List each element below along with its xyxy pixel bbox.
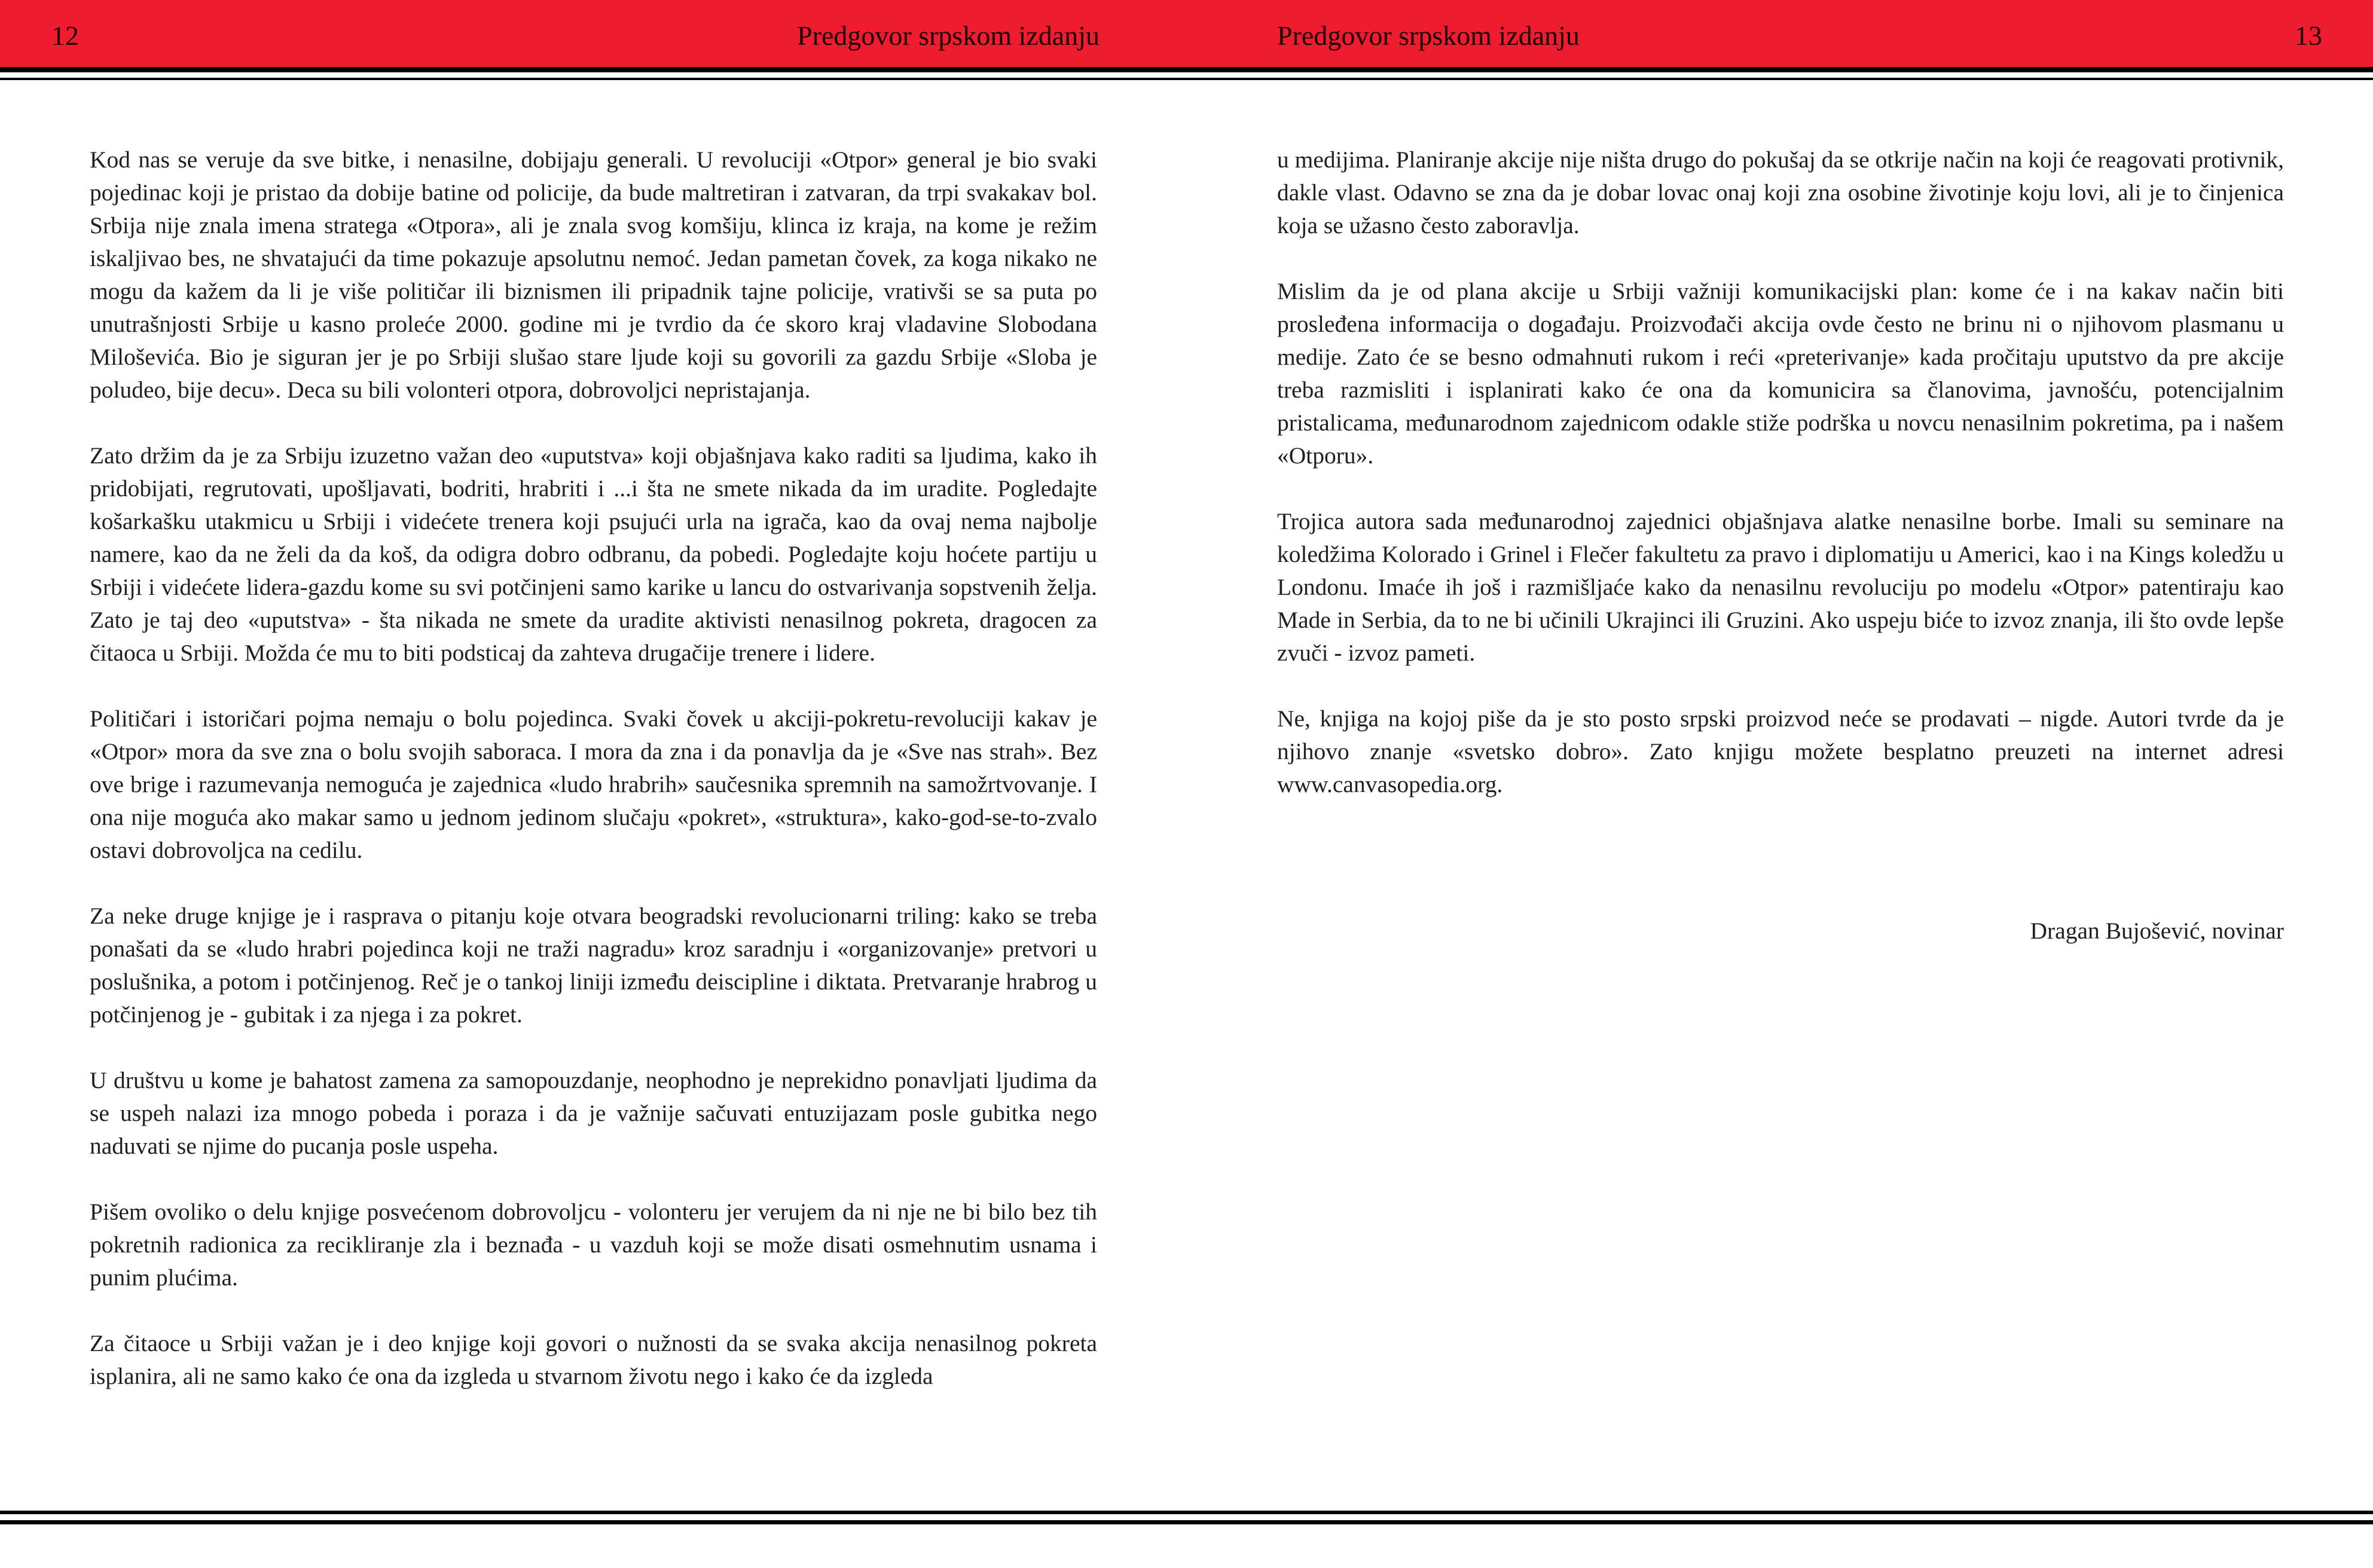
footer-rule-thin xyxy=(0,1511,2373,1514)
paragraph: Za čitaoce u Srbiji važan je i deo knjige koji govori o nužnosti da se svaka akcija nenasilnog pokreta isplanira, ali ne samo kako će ona da izgleda u stvarnom životu nego i kako će da izgleda xyxy=(90,1330,1097,1389)
paragraph: U društvu u kome je bahatost zamena za samopouzdanje, neophodno je neprekidno ponavljati ljudima da se uspeh nalazi iza mnogo pobeda i poraza i da je važnije sačuvati entuzijazam posle gubitka nego naduvati se njime do pucanja posle uspeha. xyxy=(90,1067,1097,1159)
header-rule-thick xyxy=(0,67,2373,72)
paragraph: Zato držim da je za Srbiju izuzetno važan deo «uputstva» koji objašnjava kako raditi sa ljudima, kako ih pridobijati, regrutovati, upošljavati, bodriti, hrabriti i ...i šta ne smete nikada da im uradite. Pogledajte košarkašku utakmicu u Srbiji i videćete trenera koji psujući urla na igrača, kao da ovaj nema najbolje namere, kao da ne želi da da koš, da odigra dobro odbranu, da pobedi. Pogledajte koju hoćete partiju u Srbiji i videćete lidera-gazdu kome su svi potčinjeni samo karike u lancu do ostvarivanja sopstvenih želja. Zato je taj deo «uputstva» - šta nikada ne smete da uradite aktivisti nenasilnog pokreta, dragocen za čitaoca u Srbiji. Možda će mu to biti podsticaj da zahteva drugačije trenere i lidere. xyxy=(90,442,1097,666)
paragraph: Kod nas se veruje da sve bitke, i nenasilne, dobijaju generali. U revoluciji «Otpor» general je bio svaki pojedinac koji je pristao da dobije batine od policije, da bude maltretiran i zatvaran, da trpi svakakav bol. Srbija nije znala imena stratega «Otpora», ali je znala svog komšiju, klinca iz kraja, na kome je režim iskaljivao bes, ne shvatajući da time pokazuje apsolutnu nemoć. Jedan pametan čovek, za koga nikako ne mogu da kažem da li je više političar ili biznismen ili pripadnik tajne policije, vrativši se sa puta po unutrašnjosti Srbije u kasno proleće 2000. godine mi je tvrdio da će skoro kraj vladavine Slobodana Miloševića. Bio je siguran jer je po Srbiji slušao stare ljude koji su govorili za gazdu Srbije «Sloba je poludeo, bije decu». Deca su bili volonteri otpora, dobrovoljci nepristajanja. xyxy=(90,146,1097,403)
paragraph: Mislim da je od plana akcije u Srbiji važniji komunikacijski plan: kome će i na kakav način biti prosleđena informacija o događaju. Proizvođači akcija ovde često ne brinu ni o njihovom plasmanu u medije. Zato će se besno odmahnuti rukom i reći «preterivanje» kada pročitaju uputstvo da pre akcije treba razmisliti i isplanirati kako će ona da komunicira sa članovima, javnošću, potencijalnim pristalicama, međunarodnom zajednicom odakle stiže podrška u novcu nenasilnim pokretima, pa i našem «Otporu». xyxy=(1277,278,2284,469)
paragraph: Ne, knjiga na kojoj piše da je sto posto srpski proizvod neće se prodavati – nigde. Autori tvrde da je njihovo znanje «svetsko dobro». Zato knjigu možete besplatno preuzeti na internet adresi www.canvasopedia.org. xyxy=(1277,705,2284,797)
right-page-body xyxy=(1277,143,2284,947)
paragraph: Političari i istoričari pojma nemaju o bolu pojedinca. Svaki čovek u akciji-pokretu-revoluciji kakav je «Otpor» mora da sve zna o bolu svojih saboraca. I mora da zna i da ponavlja da je «Sve nas strah». Bez ove brige i razumevanja nemoguća je zajednica «ludo hrabrih» saučesnika spremnih na samožrtvovanje. I ona nije moguća ako makar samo u jednom jedinom slučaju «pokret», «struktura», kako-god-se-to-zvalo ostavi dobrovoljca na cedilu. xyxy=(90,705,1097,863)
left-running-title: Predgovor srpskom izdanju xyxy=(797,20,1100,51)
left-page-number: 12 xyxy=(51,20,79,51)
footer-rule-thick xyxy=(0,1520,2373,1524)
paragraph: Trojica autora sada međunarodnoj zajednici objašnjava alatke nenasilne borbe. Imali su seminare na koledžima Kolorado i Grinel i Flečer fakultetu za pravo i diplomatiju u Americi, kao i na Kings koledžu u Londonu. Imaće ih još i razmišljaće kako da nenasilnu revoluciju po modelu «Otpor» patentiraju kao Made in Serbia, da to ne bi učinili Ukrajinci ili Gruzini. Ako uspeju biće to izvoz znanja, ili što ovde lepše zvuči - izvoz pameti. xyxy=(1277,508,2284,666)
header-band xyxy=(0,0,2373,67)
author-signature: Dragan Bujošević, novinar xyxy=(2030,918,2284,944)
paragraph: u medijima. Planiranje akcije nije ništa drugo do pokušaj da se otkrije način na koji će reagovati protivnik, dakle vlast. Odavno se zna da je dobar lovac onaj koji zna osobine životinje koju lovi, ali je to činjenica koja se užasno često zaboravlja. xyxy=(1277,146,2284,239)
left-page-body xyxy=(90,143,1097,1426)
paragraph: Za neke druge knjige je i rasprava o pitanju koje otvara beogradski revolucionarni triling: kako se treba ponašati da se «ludo hrabri pojedinca koji ne traži nagradu» kroz saradnju i «organizovanje» pretvori u poslušnika, a potom i potčinjenog. Reč je o tankoj liniji između deiscipline i diktata. Pretvaranje hrabrog u potčinjenog je - gubitak i za njega i za pokret. xyxy=(90,903,1097,1028)
right-page-number: 13 xyxy=(2295,20,2322,51)
right-running-title: Predgovor srpskom izdanju xyxy=(1277,20,1580,51)
header-rule-thin xyxy=(0,78,2373,80)
paragraph: Pišem ovoliko o delu knjige posvećenom dobrovoljcu - volonteru jer verujem da ni nje ne bi bilo bez tih pokretnih radionica za recikliranje zla i beznađa - u vazduh koji se može disati osmehnutim usnama i punim plućima. xyxy=(90,1199,1097,1291)
